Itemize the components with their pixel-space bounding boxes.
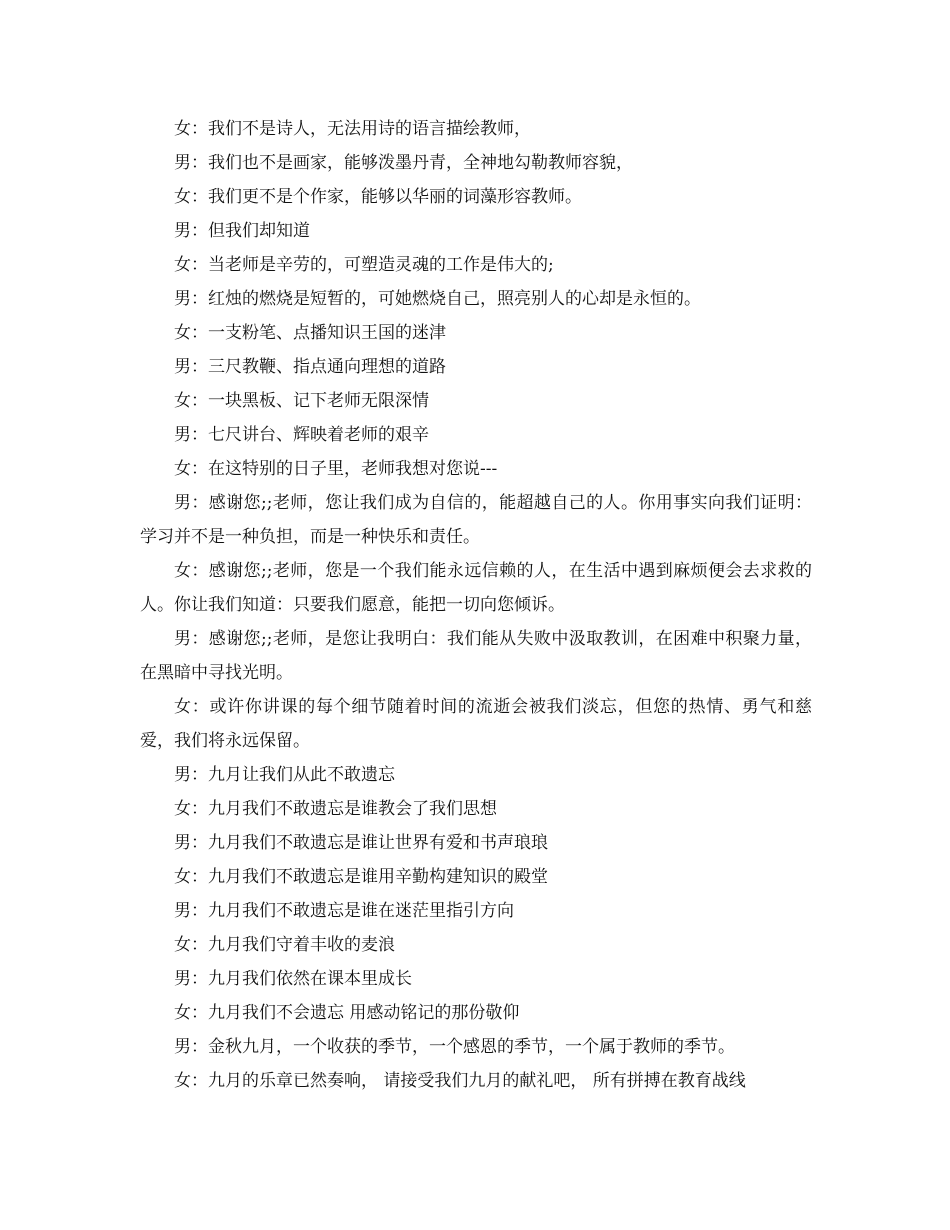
paragraph: 男：九月我们不敢遗忘是谁让世界有爱和书声琅琅 xyxy=(174,833,548,853)
paragraph: 男：感谢您;;老师，您让我们成为自信的，能超越自己的人。你用事实向我们证明：学习并不是一种负担，而是一种快乐和责任。 xyxy=(140,493,812,547)
paragraph: 男：但我们却知道 xyxy=(174,221,310,241)
paragraph: 女：当老师是辛劳的，可塑造灵魂的工作是伟大的; xyxy=(174,255,554,275)
paragraph: 男：金秋九月，一个收获的季节，一个感恩的季节，一个属于教师的季节。 xyxy=(174,1037,735,1057)
paragraph: 女：九月我们不敢遗忘是谁教会了我们思想 xyxy=(174,799,497,819)
paragraph: 男：我们也不是画家，能够泼墨丹青，全神地勾勒教师容貌， xyxy=(174,153,633,173)
paragraph: 男：九月让我们从此不敢遗忘 xyxy=(174,765,395,785)
paragraph: 男：三尺教鞭、指点通向理想的道路 xyxy=(174,357,446,377)
document-body xyxy=(140,112,812,1098)
paragraph: 女：或许你讲课的每个细节随着时间的流逝会被我们淡忘，但您的热情、勇气和慈爱，我们将永远保留。 xyxy=(140,697,812,751)
paragraph: 男：红烛的燃烧是短暂的，可她燃烧自己，照亮别人的心却是永恒的。 xyxy=(174,289,701,309)
paragraph: 男：九月我们依然在课本里成长 xyxy=(174,969,412,989)
paragraph: 女：在这特别的日子里，老师我想对您说--- xyxy=(174,459,498,479)
paragraph: 女：九月我们不敢遗忘是谁用辛勤构建知识的殿堂 xyxy=(174,867,548,887)
paragraph: 女：我们更不是个作家，能够以华丽的词藻形容教师。 xyxy=(174,187,582,207)
paragraph: 女：一支粉笔、点播知识王国的迷津 xyxy=(174,323,446,343)
paragraph: 男：九月我们不敢遗忘是谁在迷茫里指引方向 xyxy=(174,901,514,921)
paragraph: 女：九月的乐章已然奏响， 请接受我们九月的献礼吧， 所有拼搏在教育战线 xyxy=(174,1071,746,1091)
paragraph: 女：我们不是诗人，无法用诗的语言描绘教师， xyxy=(174,119,531,139)
paragraph: 女：九月我们不会遗忘 用感动铭记的那份敬仰 xyxy=(174,1003,520,1023)
paragraph: 男：七尺讲台、辉映着老师的艰辛 xyxy=(174,425,429,445)
paragraph: 男：感谢您;;老师，是您让我明白：我们能从失败中汲取教训，在困难中积聚力量，在黑暗中寻找光明。 xyxy=(140,629,812,683)
paragraph: 女：一块黑板、记下老师无限深情 xyxy=(174,391,429,411)
paragraph: 女：九月我们守着丰收的麦浪 xyxy=(174,935,395,955)
paragraph: 女：感谢您;;老师，您是一个我们能永远信赖的人，在生活中遇到麻烦便会去求救的人。你让我们知道：只要我们愿意，能把一切向您倾诉。 xyxy=(140,561,812,615)
